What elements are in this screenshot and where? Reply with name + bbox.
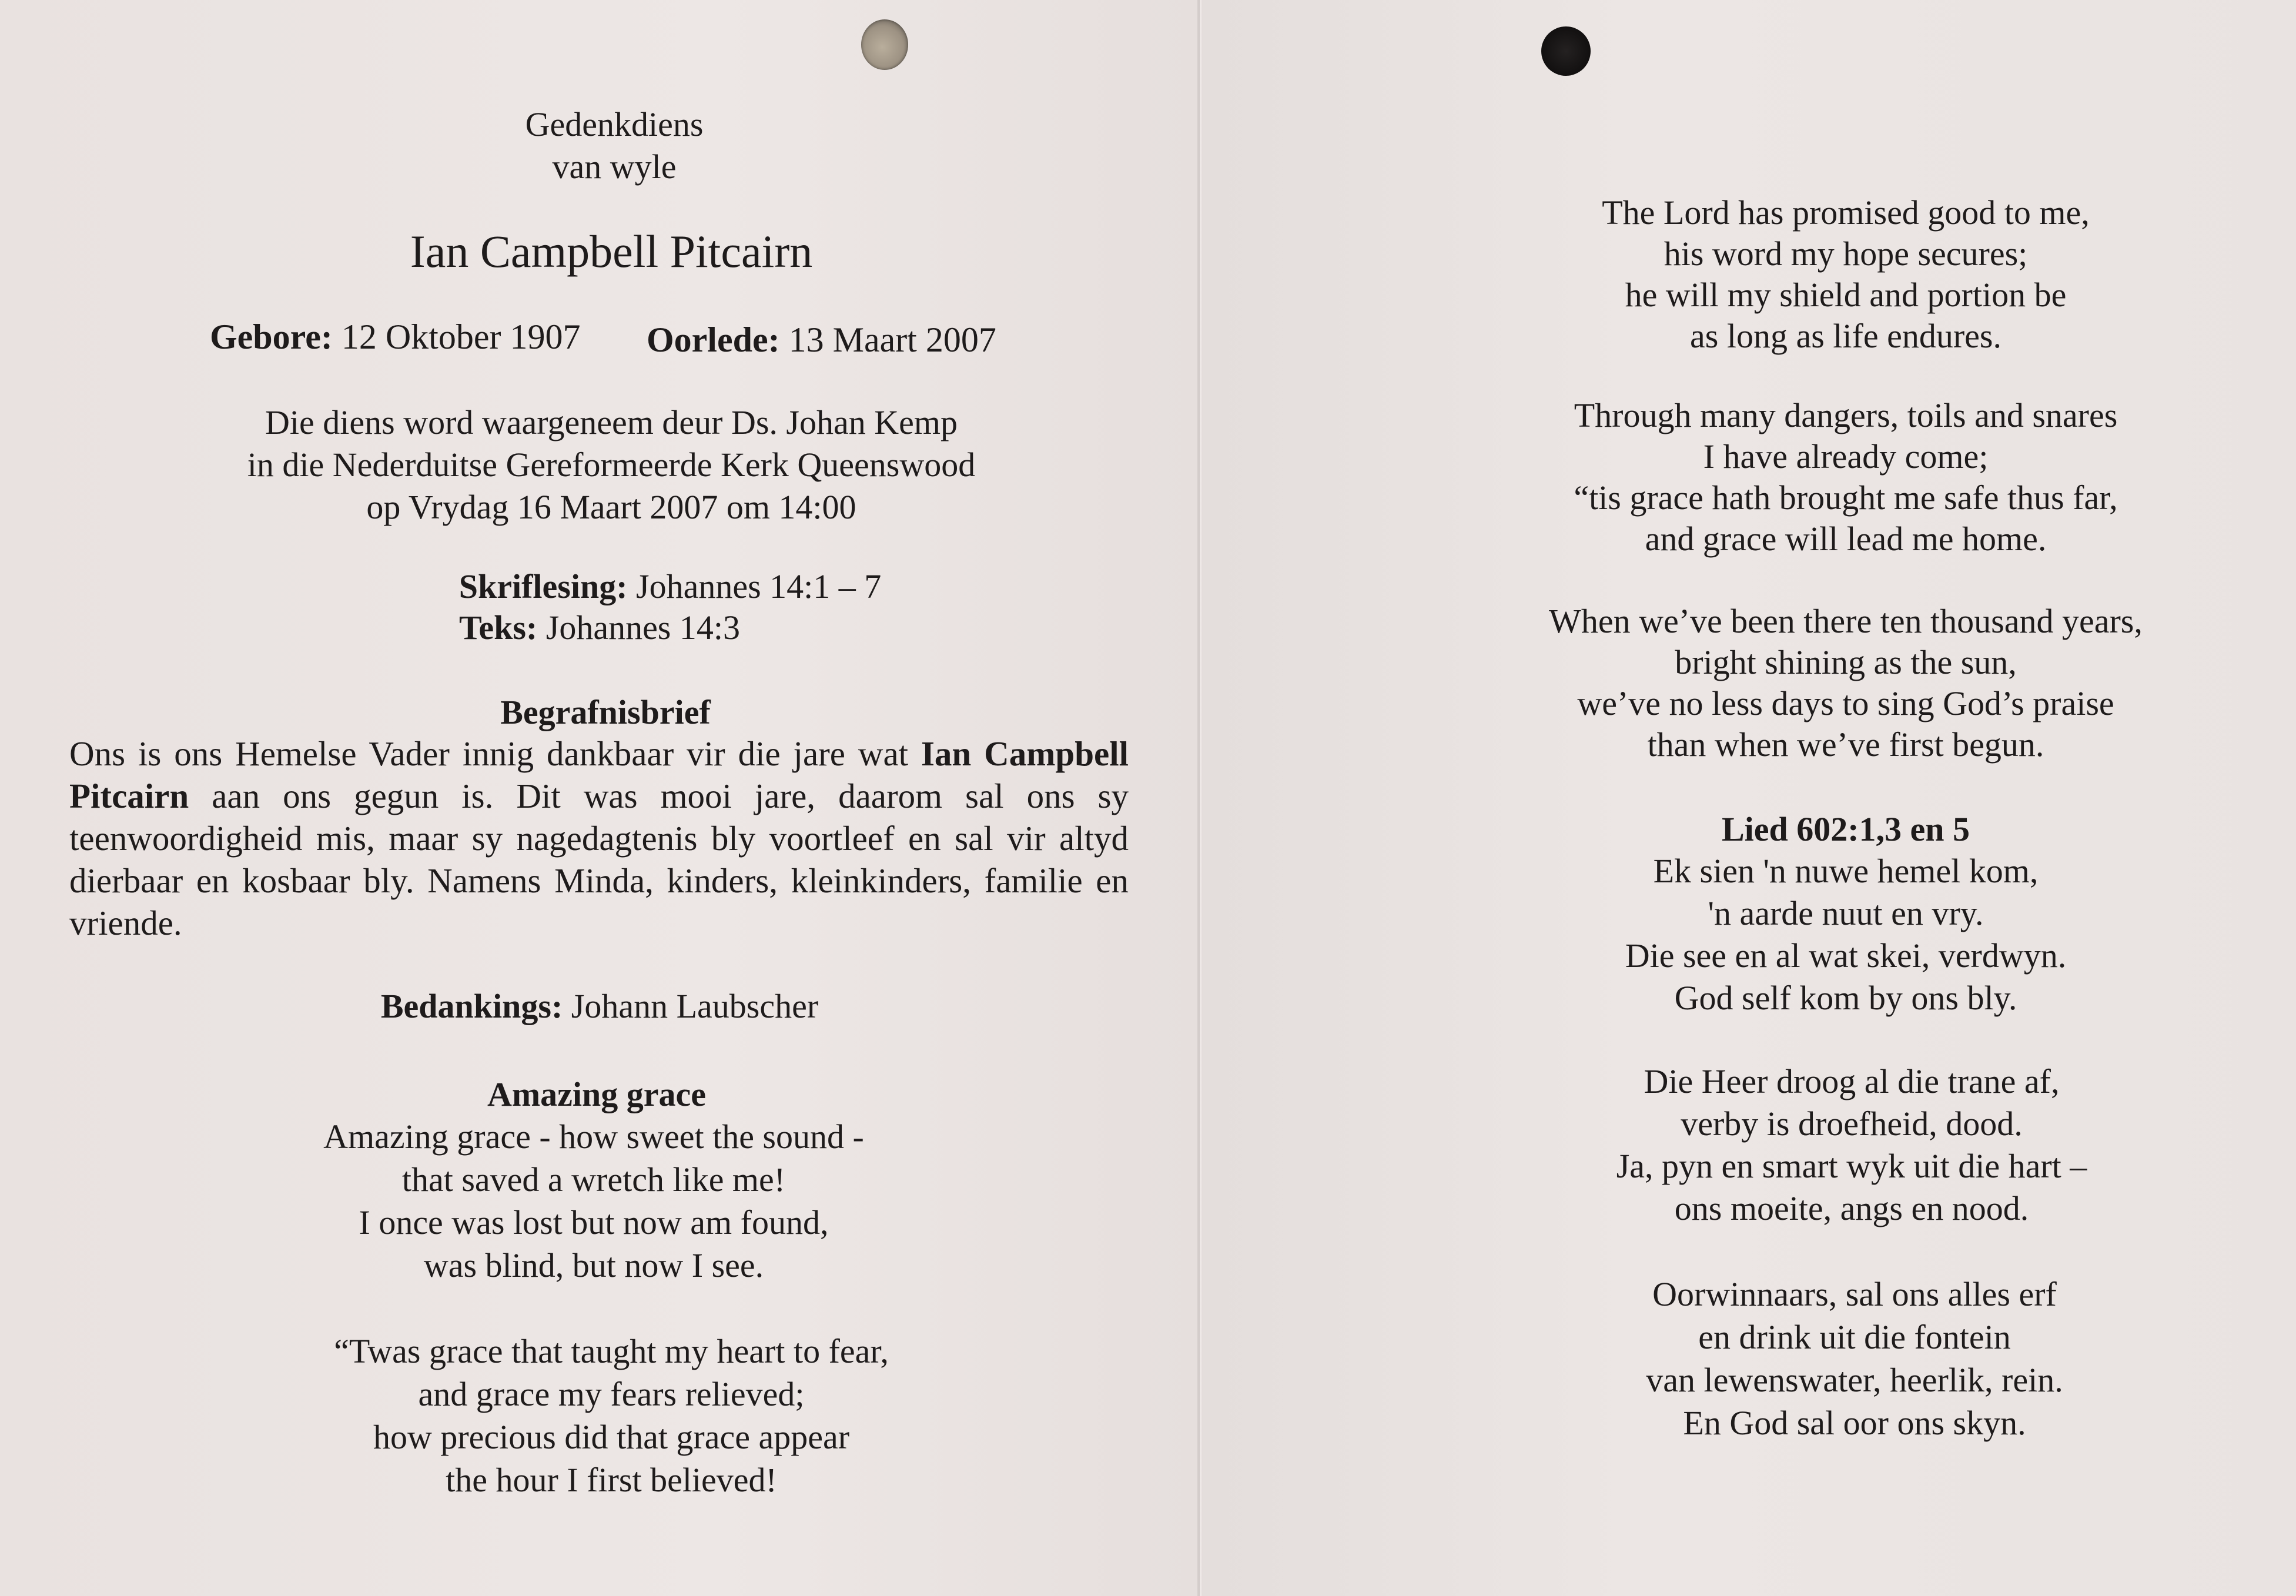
hymn-stanza-2 bbox=[212, 1330, 1011, 1501]
hymn-line: Amazing grace - how sweet the sound - bbox=[323, 1117, 864, 1156]
died-value: 13 Maart 2007 bbox=[788, 320, 996, 359]
letter-deceased-name: Ian Campbell Pitcairn bbox=[69, 734, 1129, 815]
lied-line: Oorwinnaars, sal ons alles erf bbox=[1652, 1275, 2057, 1313]
lied-title bbox=[1552, 808, 2140, 851]
lied-line: En God sal oor ons skyn. bbox=[1683, 1404, 2026, 1442]
punch-hole-right bbox=[1541, 26, 1591, 76]
hymn-line: that saved a wretch like me! bbox=[401, 1160, 786, 1199]
lied-line: van lewenswater, heerlik, rein. bbox=[1646, 1361, 2063, 1399]
verse-line: he will my shield and portion be bbox=[1625, 276, 2067, 314]
lied-line: ons moeite, angs en nood. bbox=[1674, 1189, 2029, 1227]
lied-line: God self kom by ons bly. bbox=[1674, 979, 2017, 1017]
lied-line: Ek sien 'n nuwe hemel kom, bbox=[1653, 852, 2039, 890]
hymn-line: was blind, but now I see. bbox=[423, 1246, 764, 1284]
died-label: Oorlede: bbox=[647, 320, 780, 359]
hymn-line: I once was lost but now am found, bbox=[359, 1203, 829, 1242]
service-line-3: op Vrydag 16 Maart 2007 om 14:00 bbox=[366, 488, 856, 526]
lied-line: 'n aarde nuut en vry. bbox=[1708, 894, 1984, 932]
verse-line: The Lord has promised good to me, bbox=[1602, 193, 2090, 232]
lied-stanza-2 bbox=[1522, 1060, 2181, 1230]
service-heading bbox=[447, 103, 782, 188]
heading-line-1: Gedenkdiens bbox=[525, 105, 704, 143]
thanks-label: Bedankings: bbox=[380, 987, 563, 1025]
sermon-text bbox=[306, 607, 893, 649]
verse-stanza-1 bbox=[1505, 192, 2187, 357]
letter-title bbox=[312, 691, 899, 734]
text-label: Teks: bbox=[459, 608, 538, 647]
verse-stanza-3 bbox=[1481, 601, 2210, 765]
punch-hole-left bbox=[861, 19, 908, 70]
hymn-stanza-1 bbox=[212, 1115, 976, 1287]
verse-line: as long as life endures. bbox=[1690, 317, 2002, 355]
verse-line: and grace will lead me home. bbox=[1645, 520, 2047, 558]
born-value: 12 Oktober 1907 bbox=[341, 317, 581, 356]
letter-text-2: aan ons gegun is. Dit was mooi jare, daarom sal ons sy teenwoordigheid mis, maar sy nagedagtenis bly voortleef en sal vir altyd dierbaar en kosbaar bly. Namens Minda, kinders, kleinkinders, familie en vriende. bbox=[69, 777, 1129, 942]
died-line bbox=[647, 319, 1117, 361]
lied-stanza-1 bbox=[1522, 850, 2169, 1019]
thanks-value: Johann Laubscher bbox=[571, 987, 819, 1025]
lied-line: verby is droefheid, dood. bbox=[1681, 1105, 2023, 1143]
hymn-line: how precious did that grace appear bbox=[373, 1418, 850, 1456]
hymn-line: the hour I first believed! bbox=[446, 1461, 777, 1499]
hymn-title bbox=[303, 1073, 891, 1116]
verse-line: When we’ve been there ten thousand years, bbox=[1549, 602, 2143, 640]
heading-line-2: van wyle bbox=[552, 148, 677, 186]
lied-title-text: Lied 602:1,3 en 5 bbox=[1721, 810, 1970, 848]
reading-label: Skriflesing: bbox=[458, 567, 628, 605]
letter-text-1: Ons is ons Hemelse Vader innig dankbaar vir die jare wat bbox=[69, 734, 909, 773]
verse-line: his word my hope secures; bbox=[1664, 235, 2028, 273]
reading-value: Johannes 14:1 – 7 bbox=[636, 567, 882, 605]
thanks-line bbox=[247, 985, 952, 1028]
letter-title-text: Begrafnisbrief bbox=[500, 693, 711, 731]
text-value: Johannes 14:3 bbox=[545, 608, 740, 647]
service-details bbox=[176, 401, 1046, 528]
funeral-letter bbox=[69, 732, 1129, 944]
verse-line: we’ve no less days to sing God’s praise bbox=[1577, 684, 2114, 722]
lied-stanza-3 bbox=[1522, 1273, 2187, 1444]
service-line-1: Die diens word waargeneem deur Ds. Johan Kemp bbox=[265, 403, 958, 441]
verse-line: I have already come; bbox=[1703, 437, 1989, 476]
born-label: Gebore: bbox=[210, 317, 333, 356]
verse-line: than when we’ve first begun. bbox=[1647, 725, 2044, 764]
lied-line: Ja, pyn en smart wyk uit die hart – bbox=[1616, 1147, 2087, 1185]
verse-line: bright shining as the sun, bbox=[1675, 643, 2017, 681]
page-fold bbox=[1197, 0, 1203, 1596]
deceased-name: Ian Campbell Pitcairn bbox=[410, 226, 813, 277]
verse-stanza-2 bbox=[1493, 395, 2198, 560]
hymn-title-text: Amazing grace bbox=[487, 1075, 707, 1113]
service-line-2: in die Nederduitse Gereformeerde Kerk Queenswood bbox=[247, 446, 976, 484]
hymn-line: and grace my fears relieved; bbox=[418, 1375, 805, 1413]
lied-line: en drink uit die fontein bbox=[1698, 1318, 2011, 1356]
scripture-reading bbox=[306, 566, 1035, 608]
verse-line: “tis grace hath brought me safe thus far, bbox=[1574, 479, 2118, 517]
lied-line: Die Heer droog al die trane af, bbox=[1644, 1062, 2060, 1100]
verse-line: Through many dangers, toils and snares bbox=[1574, 396, 2118, 434]
lied-line: Die see en al wat skei, verdwyn. bbox=[1625, 936, 2067, 975]
hymn-line: “Twas grace that taught my heart to fear, bbox=[334, 1332, 889, 1370]
